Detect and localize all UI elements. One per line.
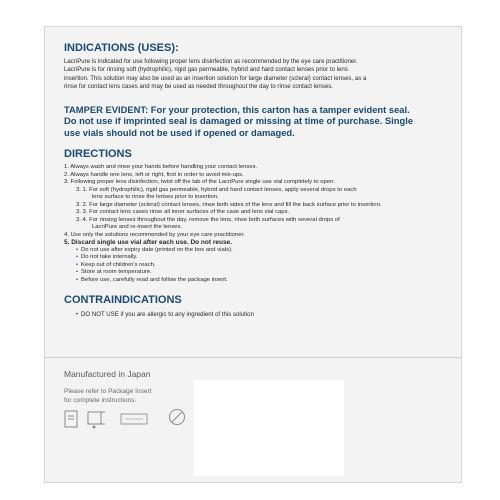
temperature-icon <box>85 409 109 431</box>
direction-item <box>64 269 454 277</box>
direction-text: 3. 1. For soft (hydrophilic), rigid gas permeable, hybrid and hard contact lenses, apply several drops to each <box>76 186 357 193</box>
refer-line: for complete instructions. <box>64 396 137 404</box>
direction-item <box>64 164 454 172</box>
direction-text: 5. Discard single use vial after each use. Do not reuse. <box>64 239 232 247</box>
direction-item <box>64 209 454 217</box>
direction-text: 3. 4. For rinsing lenses throughout the day, remove the lens, rinse both surfaces with several drops of <box>76 216 340 223</box>
sterile-icon <box>120 413 148 425</box>
direction-text: 4. Use only the solutions recommended by your eye care practitioner. <box>64 231 245 238</box>
contraindications-heading: CONTRAINDICATIONS <box>64 294 182 307</box>
bullet-icon: • <box>76 269 79 276</box>
direction-text: LacriPure and re-insert the lenses. <box>92 224 183 231</box>
direction-text: 1. Always wash and rinse your hands before handling your contact lenses. <box>64 164 258 171</box>
direction-item <box>64 202 454 210</box>
indications-line: insertion. This solution may also be used as an insertion solution for large diameter (scleral) contact lenses, as a <box>64 74 367 82</box>
tamper-line: Do not use if imprinted seal is damaged or missing at time of purchase. Single <box>64 115 414 127</box>
contraindications-text: DO NOT USE if you are allergic to any ingredient of this solution <box>81 311 254 319</box>
contraindications-line <box>64 311 454 319</box>
direction-text: 3. Following proper lens disinfection, twist off the tab of the LacriPure single use vial completely to open. <box>64 179 336 186</box>
directions-list <box>64 164 454 284</box>
direction-item <box>64 217 454 225</box>
bullet-icon: • <box>76 311 79 319</box>
manufactured-in: Manufactured in Japan <box>64 369 151 379</box>
direction-item <box>64 187 454 195</box>
indications-heading: INDICATIONS (USES): <box>64 42 179 54</box>
direction-item <box>64 179 454 187</box>
direction-text: Before use, carefully read and follow the package insert. <box>81 276 228 283</box>
direction-item <box>64 172 454 180</box>
direction-item <box>64 232 454 240</box>
refer-note <box>64 388 151 405</box>
direction-text: Keep out of children's reach. <box>81 261 156 268</box>
divider <box>44 357 462 358</box>
tamper-line: TAMPER EVIDENT: For your protection, this carton has a tamper evident seal. <box>64 104 410 116</box>
book-icon <box>64 410 78 428</box>
indications-line: LacriPure is for rinsing soft (hydrophilic), rigid gas permeable, hybrid and hard contact lenses prior to lens <box>64 66 348 74</box>
direction-text: 2. Always handle one lens, left or right, first in order to avoid mix-ups. <box>64 171 244 178</box>
blank-label-area <box>194 380 344 476</box>
label-text <box>64 42 454 319</box>
directions-heading: DIRECTIONS <box>64 148 132 161</box>
bullet-icon: • <box>76 254 79 261</box>
direction-item <box>64 262 454 270</box>
direction-item <box>64 277 454 285</box>
direction-text: 3. 2. For large diameter (scleral) contact lenses, rinse both sides of the lens and fill the back surface prior to insertion. <box>76 201 382 208</box>
refer-line: Please refer to Package Insert <box>64 388 152 395</box>
bullet-icon: • <box>76 246 79 253</box>
direction-text: lens surface to rinse the lenses prior to insertion. <box>92 194 219 201</box>
indications-line: LacriPure is indicated for use following proper lens disinfection as recommended by the eye care practitioner. <box>64 58 358 65</box>
direction-text: Do not use after expiry date (printed on the box and vials). <box>81 246 233 253</box>
indications-line: rinse for contact lens cases and may be used as needed throughout the day to rinse contact lenses. <box>64 82 333 90</box>
direction-item <box>64 239 454 247</box>
do-not-reuse-icon <box>168 408 186 426</box>
direction-item <box>64 254 454 262</box>
direction-text: Store at room temperature. <box>81 269 152 276</box>
direction-item <box>64 224 454 232</box>
direction-item <box>64 194 454 202</box>
direction-text: 3. 3. For contact lens cases rinse all inner surfaces of the case and lens vial caps. <box>76 209 290 216</box>
bullet-icon: • <box>76 276 79 283</box>
tamper-line: use vials should not be used if opened or damaged. <box>64 126 295 138</box>
direction-text: Do not take internally. <box>81 254 138 261</box>
bullet-icon: • <box>76 261 79 268</box>
direction-item <box>64 247 454 255</box>
